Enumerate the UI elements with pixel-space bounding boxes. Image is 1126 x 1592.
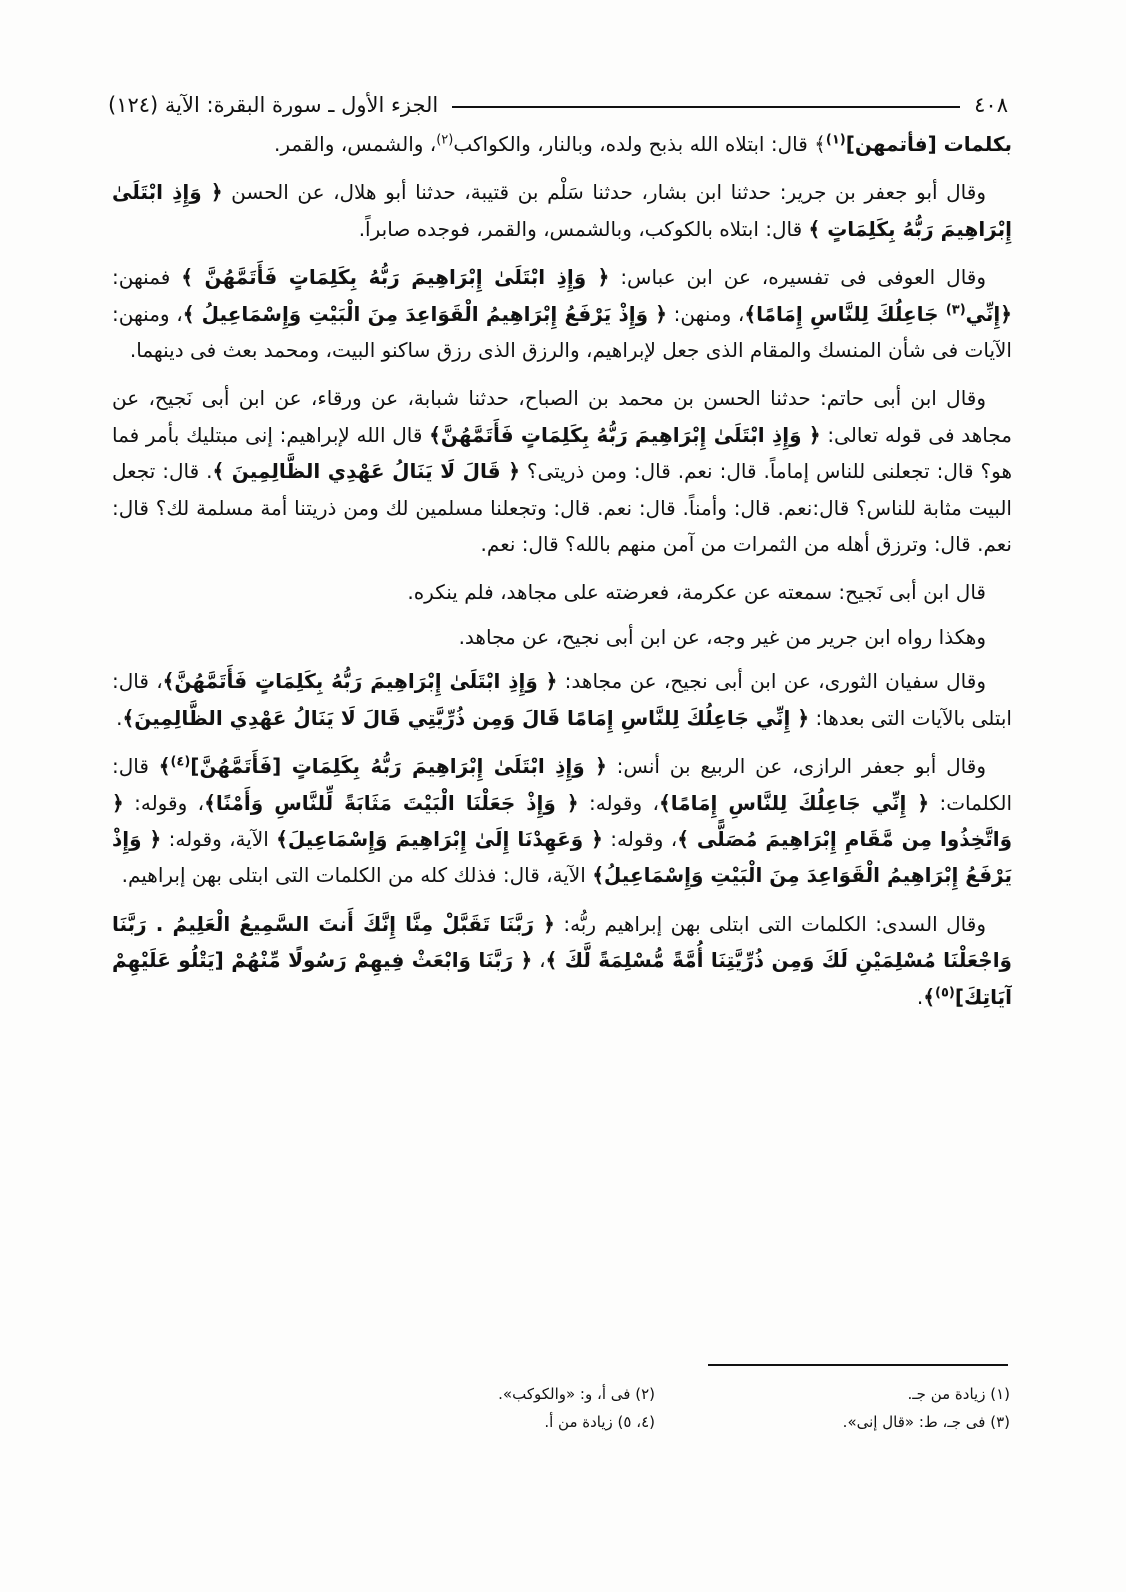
- text-segment: .: [116, 705, 123, 730]
- quran-verse: ﴿ وَإِذْ جَعَلْنَا الْبَيْتَ مَثَابَةً لِّلنَّاسِ وَأَمْنًا﴾: [204, 790, 579, 815]
- quran-verse: ﴿ قَالَ لَا يَنَالُ عَهْدِي الظَّالِمِينَ ﴾: [212, 459, 520, 484]
- quran-verse: ﴿ وَإِذْ يَرْفَعُ إِبْرَاهِيمُ الْقَوَاعِدَ مِنَ الْبَيْتِ وَإِسْمَاعِيلُ﴾: [112, 826, 1012, 888]
- text-segment: ، ومنهن: الآيات فى شأن المنسك والمقام الذى جعل لإبراهيم، والرزق الذى رزق ساكنو البيت، ومحمد بعث فى دينهما.: [112, 301, 1012, 363]
- text-segment: ، والشمس، والقمر.: [274, 132, 437, 156]
- text-segment: قال ابن أبى نَجيح: سمعته عن عكرمة، فعرضته على مجاهد، فلم ينكره.: [407, 580, 986, 605]
- body-text: [112, 126, 1012, 1336]
- text-segment: وقال العوفى فى تفسيره، عن ابن عباس:: [609, 265, 987, 290]
- paragraph: [112, 906, 1012, 1015]
- quran-verse: ﴿ وَإِذِ ابْتَلَىٰ إِبْرَاهِيمَ رَبُّهُ بِكَلِمَاتٍ فَأَتَمَّهُنَّ﴾: [429, 422, 821, 447]
- quran-verse: ﴾: [158, 754, 171, 779]
- quran-verse: ﴿ رَبَّنَا وَابْعَثْ فِيهِمْ رَسُولًا مِّنْهُمْ [يَتْلُو عَلَيْهِمْ آيَاتِكَ]: [112, 948, 1012, 1009]
- paragraph: [112, 380, 1012, 562]
- text-segment: وقال السدى: الكلمات التى ابتلى بهن إبراهيم ربُّه:: [554, 911, 986, 936]
- quran-verse: ﴿ إِنِّي جَاعِلُكَ لِلنَّاسِ إِمَامًا﴾: [658, 790, 930, 815]
- text-segment: وقال أبو جعفر بن جرير: حدثنا ابن بشار، حدثنا سَلْم بن قتيبة، حدثنا أبو هلال، عن الحسن: [222, 180, 986, 205]
- quran-verse: ﴿ وَإِذِ ابْتَلَىٰ إِبْرَاهِيمَ رَبُّهُ بِكَلِمَاتٍ [فَأَتَمَّهُنَّ]: [190, 754, 607, 779]
- quran-verse: ﴿ وَإِذِ ابْتَلَىٰ إِبْرَاهِيمَ رَبُّهُ بِكَلِمَاتٍ ﴾: [112, 180, 1012, 241]
- quran-verse: جَاعِلُكَ لِلنَّاسِ إِمَامًا﴾: [744, 301, 946, 326]
- paragraph: [112, 174, 1012, 247]
- quran-verse: ﴾: [923, 984, 935, 1009]
- text-segment: ، قال: ابتلى بالآيات التى بعدها:: [112, 669, 1012, 730]
- quran-verse: ﴿ رَبَّنَا تَقَبَّلْ مِنَّا إِنَّكَ أَنتَ السَّمِيعُ الْعَلِيمُ . رَبَّنَا وَاجْعَلْنَا مُسْلِمَيْنِ لَكَ وَمِن ذُرِّيَّتِنَا أُمَّةً مُّسْلِمَةً لَّكَ ﴾: [112, 911, 1012, 973]
- paragraph: [112, 748, 1012, 894]
- quran-verse: ﴿ وَإِذِ ابْتَلَىٰ إِبْرَاهِيمَ رَبُّهُ بِكَلِمَاتٍ فَأَتَمَّهُنَّ﴾: [162, 669, 558, 694]
- text-segment: وقال ابن أبى حاتم: حدثنا الحسن بن محمد بن الصباح، حدثنا شبابة، عن ورقاء، عن ابن أبى نَجيح، عن مجاهد فى قوله تعالى:: [112, 386, 1012, 447]
- text-segment: وقال سفيان الثورى، عن ابن أبى نجيح، عن مجاهد:: [557, 669, 986, 694]
- footnote-rule: [708, 1364, 1008, 1366]
- footnote-reference: (٥): [935, 984, 955, 1000]
- text-segment: وقال أبو جعفر الرازى، عن الربيع بن أنس:: [606, 754, 986, 779]
- header-title: الجزء الأول ـ سورة البقرة: الآية (١٢٤): [108, 93, 439, 117]
- paragraph: [112, 574, 1012, 610]
- paragraph: [112, 663, 1012, 736]
- text-segment: ، وقوله:: [123, 790, 205, 815]
- text-segment: الآية، وقوله:: [161, 826, 277, 851]
- paragraph: [112, 126, 1012, 162]
- text-segment: ﴾ قال: ابتلاه الله بذبح ولده، وبالنار، والكواكب: [453, 132, 826, 156]
- text-segment: ،: [532, 948, 546, 973]
- footnote-reference: (٤): [170, 754, 191, 770]
- quran-verse: ﴿ وَاتَّخِذُوا مِن مَّقَامِ إِبْرَاهِيمَ مُصَلًّى ﴾: [112, 790, 1012, 851]
- text-segment: ، وقوله:: [602, 826, 678, 851]
- quran-verse: ﴿إِنِّي: [965, 301, 1012, 326]
- quran-verse: ﴿ وَعَهِدْنَا إِلَىٰ إِبْرَاهِيمَ وَإِسْمَاعِيلَ﴾: [276, 826, 603, 851]
- paragraph: [112, 619, 1012, 655]
- page-header: [108, 88, 1008, 122]
- footnote-2: (٢) فى أ، و: «والكوكب».: [498, 1385, 655, 1403]
- text-segment: ، وقوله:: [578, 790, 659, 815]
- text-segment: .: [916, 984, 924, 1009]
- quran-verse: بكلمات [فأتمهن]: [845, 132, 1012, 156]
- quran-verse: ﴿ إِنِّي جَاعِلُكَ لِلنَّاسِ إِمَامًا قَالَ وَمِن ذُرِّيَّتِي قَالَ لَا يَنَالُ عَهْدِي الظَّالِمِينَ﴾: [122, 705, 810, 730]
- quran-verse: ﴿ وَإِذِ ابْتَلَىٰ إِبْرَاهِيمَ رَبُّهُ بِكَلِمَاتٍ فَأَتَمَّهُنَّ ﴾: [181, 265, 610, 290]
- text-segment: قال: ابتلاه بالكوكب، وبالشمس، والقمر، فوجده صابراً.: [358, 216, 809, 241]
- footnote-reference: (٢): [436, 132, 454, 148]
- footnote-3: (٣) فى جـ، ط: «قال إنى».: [842, 1413, 1010, 1431]
- paragraph: [112, 259, 1012, 368]
- text-segment: قال الله لإبراهيم: إنى مبتليك بأمر فما هو؟ قال: تجعلنى للناس إماماً. قال: نعم. قال: ومن ذريتى؟: [112, 422, 1012, 484]
- footnote-reference: (٣): [945, 301, 966, 317]
- text-segment: ، ومنهن:: [667, 301, 745, 326]
- text-segment: فمنهن:: [112, 265, 182, 290]
- footnotes: [300, 1380, 1010, 1440]
- quran-verse: ﴿ وَإِذْ يَرْفَعُ إِبْرَاهِيمُ الْقَوَاعِدَ مِنَ الْبَيْتِ وَإِسْمَاعِيلُ ﴾: [182, 301, 668, 326]
- text-segment: الآية، قال: فذلك كله من الكلمات التى ابتلى بهن إبراهيم.: [121, 863, 593, 888]
- text-segment: قال: الكلمات:: [112, 754, 1012, 815]
- text-segment: وهكذا رواه ابن جرير من غير وجه، عن ابن أبى نجيح، عن مجاهد.: [458, 624, 986, 649]
- header-rule: [452, 106, 960, 108]
- page-number: ٤٠٨: [974, 93, 1008, 117]
- footnote-1: (١) زيادة من جـ.: [907, 1385, 1010, 1403]
- footnote-reference: (١): [825, 132, 846, 148]
- text-segment: . قال: تجعل البيت مثابة للناس؟ قال:نعم. قال: وأمناً. قال: نعم. قال: وتجعلنا مسلمين لك ومن ذريتنا أمة مسلمة لك؟ قال: نعم. قال: وترزق أهله من الثمرات من آمن منهم بالله؟ قال: نعم.: [112, 459, 1012, 557]
- footnote-4-5: (٤، ٥) زيادة من أ.: [544, 1413, 655, 1431]
